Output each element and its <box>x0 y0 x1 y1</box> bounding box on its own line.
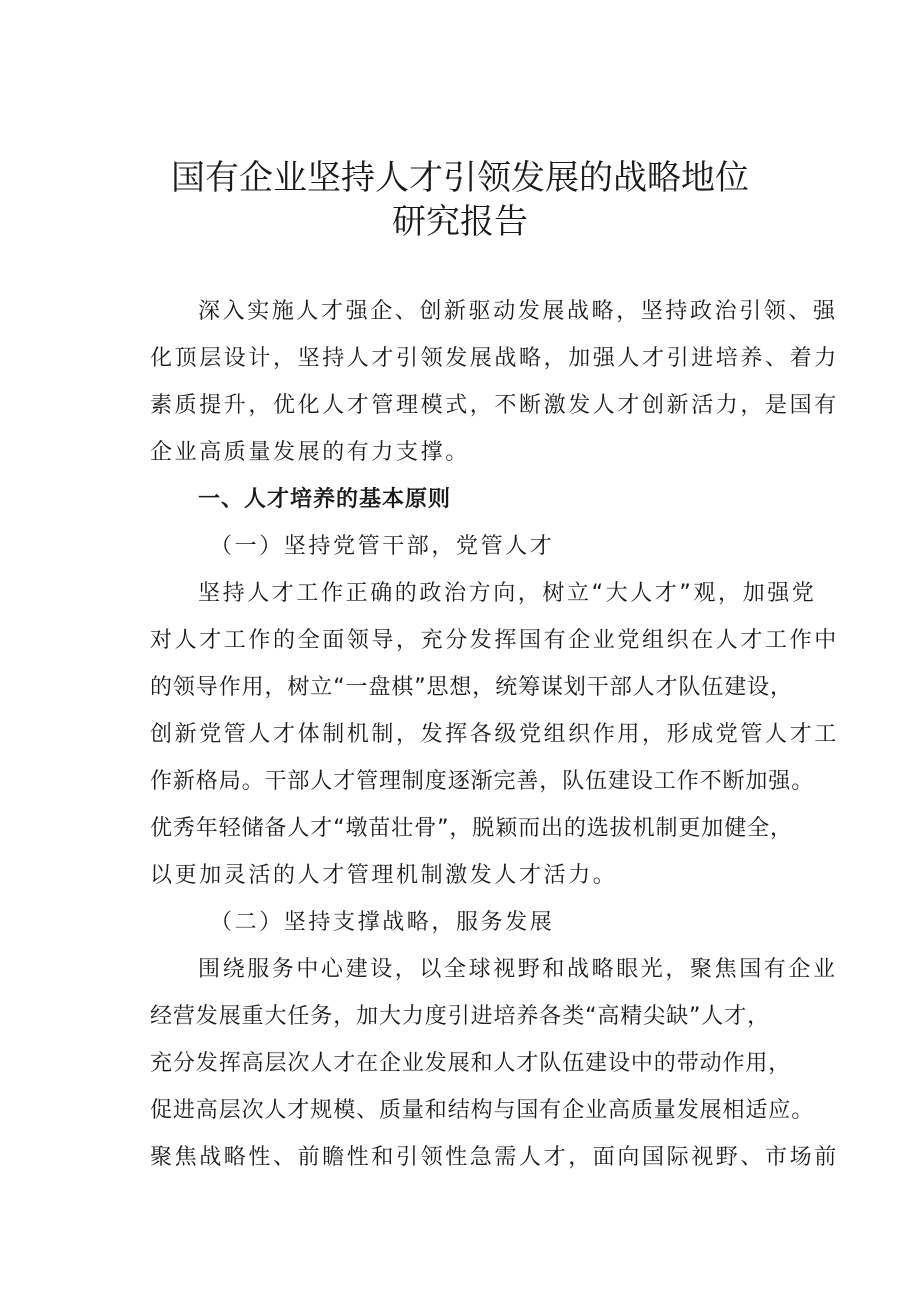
subsection-heading: （一）坚持党管干部，党管人才 <box>210 534 555 559</box>
paragraph-line: 企业高质量发展的有力支撑。 <box>150 440 470 465</box>
document-title-line-1: 国有企业坚持人才引领发展的战略地位 <box>171 158 749 198</box>
paragraph-line: 聚焦战略性、前瞻性和引领性急需人才，面向国际视野、市场前 <box>150 1145 839 1170</box>
paragraph-line: 坚持人才工作正确的政治方向，树立“大人才”观，加强党 <box>198 581 817 606</box>
paragraph-line: 围绕服务中心建设，以全球视野和战略眼光，聚焦国有企业 <box>198 957 838 982</box>
subsection-heading: （二）坚持支撑战略，服务发展 <box>210 910 555 935</box>
paragraph-line: 作新格局。干部人才管理制度逐渐完善，队伍建设工作不断加强。 <box>150 769 815 794</box>
document-title-line-2: 研究报告 <box>392 202 528 242</box>
paragraph-line: 深入实施人才强企、创新驱动发展战略，坚持政治引领、强 <box>198 299 838 324</box>
paragraph-line: 充分发挥高层次人才在企业发展和人才队伍建设中的带动作用， <box>150 1051 792 1076</box>
paragraph-line: 化顶层设计，坚持人才引领发展战略，加强人才引进培养、着力 <box>150 346 839 371</box>
paragraph-line: 优秀年轻储备人才“墩苗壮骨”，脱颖而出的选拔机制更加健全， <box>150 816 793 841</box>
paragraph-line: 促进高层次人才规模、质量和结构与国有企业高质量发展相适应。 <box>150 1098 815 1123</box>
paragraph-line: 经营发展重大任务，加大力度引进培养各类“高精尖缺”人才， <box>150 1004 770 1029</box>
section-heading: 一、人才培养的基本原则 <box>198 487 452 512</box>
paragraph-line: 对人才工作的全面领导，充分发挥国有企业党组织在人才工作中 <box>150 628 839 653</box>
paragraph-line: 素质提升，优化人才管理模式，不断激发人才创新活力，是国有 <box>150 393 839 418</box>
paragraph-line: 的领导作用，树立“一盘棋”思想，统筹谋划干部人才队伍建设， <box>150 675 793 700</box>
paragraph-line: 创新党管人才体制机制，发挥各级党组织作用，形成党管人才工 <box>150 722 839 747</box>
document-body <box>150 288 839 1181</box>
paragraph-line: 以更加灵活的人才管理机制激发人才活力。 <box>150 863 618 888</box>
